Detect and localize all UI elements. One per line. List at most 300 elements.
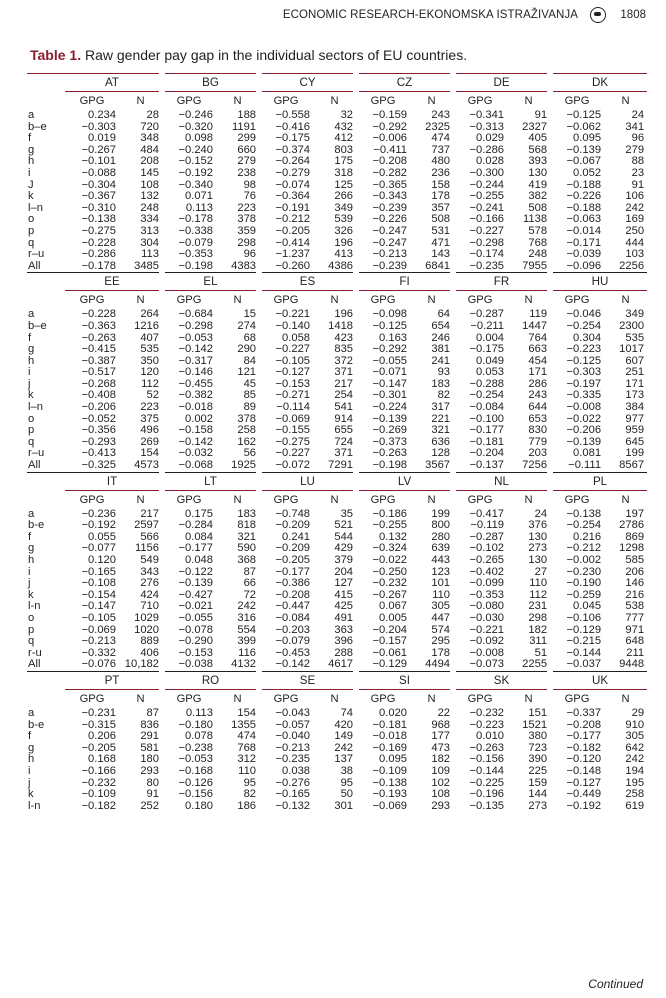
gpg-value: −0.225	[469, 776, 505, 789]
gpg-value: −0.168	[178, 764, 213, 777]
gpg-value: −0.402	[469, 565, 505, 578]
gpg-column-header: GPG	[467, 95, 493, 107]
gpg-value: −0.032	[178, 447, 213, 460]
n-value: 371	[334, 447, 354, 460]
page-number: 1808	[620, 9, 646, 21]
gpg-column-header: GPG	[79, 692, 105, 705]
gpg-value: −0.226	[566, 190, 602, 203]
gpg-value: −0.127	[275, 366, 311, 379]
gpg-value: −0.177	[469, 424, 505, 437]
gpg-value: 0.095	[573, 132, 602, 145]
gpg-value: −0.287	[469, 530, 505, 543]
sector-label: k	[28, 788, 34, 801]
sector-label: o	[28, 611, 35, 624]
country-header: FR	[453, 273, 550, 291]
n-value: 52	[146, 389, 159, 402]
gpg-value: −0.203	[275, 623, 311, 636]
n-value: 171	[528, 366, 548, 379]
n-value: 288	[334, 646, 354, 659]
gpg-value: −0.046	[566, 308, 602, 321]
gpg-value: −0.231	[81, 706, 116, 719]
gpg-column-header: GPG	[370, 493, 396, 506]
n-value: 178	[431, 190, 451, 203]
n-value: 4494	[410, 659, 453, 671]
gpg-value: −0.447	[275, 600, 311, 613]
n-column-header: N	[136, 294, 145, 307]
n-value: 521	[334, 519, 354, 532]
sector-label: g	[28, 741, 35, 754]
sector-label: q	[28, 635, 35, 648]
gpg-value: −0.264	[275, 155, 311, 168]
sector-label: l–n	[28, 401, 43, 414]
gpg-column-header: GPG	[176, 95, 202, 107]
gpg-value: −0.125	[566, 354, 602, 367]
gpg-value: 0.045	[573, 600, 602, 613]
gpg-value: −0.125	[372, 319, 408, 332]
n-value: 146	[625, 577, 645, 590]
n-value: 95	[243, 776, 257, 789]
corner-cell	[27, 92, 65, 111]
gpg-value: −0.263	[81, 331, 116, 344]
sector-label: b-e	[28, 519, 45, 532]
gpg-value: −0.198	[356, 460, 410, 472]
gpg-value: −0.268	[81, 377, 116, 390]
gpg-value: −0.340	[178, 178, 213, 191]
n-value: 32	[340, 109, 354, 121]
n-value: 109	[431, 764, 451, 777]
n-value: 321	[431, 424, 451, 437]
table-row	[27, 754, 647, 766]
gpg-value: −0.364	[275, 190, 311, 203]
gpg-value: −0.254	[469, 389, 505, 402]
n-column-header: N	[524, 95, 533, 107]
n-value: 413	[334, 248, 354, 261]
n-value: 248	[528, 248, 548, 261]
n-value: 378	[237, 213, 257, 226]
n-value: 243	[431, 109, 451, 121]
n-value: 120	[140, 366, 159, 379]
gpg-value: −0.177	[566, 730, 602, 743]
n-value: 1017	[619, 343, 645, 356]
gpg-value: −0.235	[275, 753, 311, 766]
n-value: 4573	[119, 460, 162, 472]
n-value: 293	[431, 799, 451, 812]
n-value: 130	[528, 554, 548, 566]
gpg-value: −0.096	[550, 261, 604, 273]
gpg-value: −0.022	[566, 412, 602, 425]
gpg-value: 0.049	[476, 354, 505, 367]
n-value: 348	[140, 132, 159, 145]
n-value: 568	[528, 143, 548, 156]
n-value: 645	[625, 435, 645, 448]
gpg-value: −0.228	[81, 236, 116, 249]
n-value: 203	[528, 447, 548, 460]
n-value: 27	[534, 565, 548, 578]
gpg-value: −0.165	[81, 565, 116, 578]
n-value: 830	[528, 424, 548, 437]
n-column-header: N	[233, 692, 242, 705]
n-value: 914	[334, 412, 354, 425]
gpg-value: −0.114	[276, 401, 311, 414]
n-value: 186	[237, 799, 257, 812]
sector-label: g	[28, 542, 35, 555]
gpg-column-header: GPG	[79, 493, 105, 506]
gpg-value: −0.022	[372, 554, 408, 566]
n-value: 216	[625, 588, 645, 601]
gpg-column-header: GPG	[370, 95, 396, 107]
gpg-value: −0.156	[469, 753, 505, 766]
gpg-value: −0.417	[469, 507, 505, 520]
gpg-value: −0.208	[372, 155, 408, 168]
gpg-column-header: GPG	[273, 493, 299, 506]
n-value: 535	[625, 331, 645, 344]
gpg-value: −0.212	[275, 213, 311, 226]
gpg-value: 0.028	[476, 155, 505, 168]
gpg-value: −0.102	[469, 542, 505, 555]
gpg-value: −0.084	[275, 611, 311, 624]
gpg-value: −0.324	[372, 542, 408, 555]
n-value: 471	[431, 236, 451, 249]
n-value: 508	[528, 201, 548, 214]
n-value: 2597	[134, 519, 159, 532]
gpg-value: −0.014	[566, 224, 602, 237]
n-value: 581	[140, 741, 159, 754]
n-column-header: N	[427, 294, 436, 307]
n-value: 291	[140, 730, 159, 743]
n-value: 199	[625, 447, 645, 460]
n-value: 4617	[313, 659, 356, 671]
gpg-column-header: GPG	[273, 294, 299, 307]
n-value: 869	[625, 530, 645, 543]
table-caption	[30, 47, 467, 63]
gpg-value: −0.288	[469, 377, 505, 390]
running-header	[0, 6, 650, 28]
gpg-value: −0.144	[566, 646, 602, 659]
n-value: 7291	[313, 460, 356, 472]
n-value: 405	[528, 132, 548, 145]
n-value: 108	[431, 788, 451, 801]
gpg-value: −0.018	[372, 730, 408, 743]
n-value: 119	[529, 308, 548, 321]
gpg-value: −0.260	[259, 261, 313, 273]
gpg-value: −0.197	[566, 377, 602, 390]
gpg-value: −0.247	[372, 236, 408, 249]
corner-cell	[27, 74, 65, 92]
gpg-value: −0.108	[81, 577, 116, 590]
corner-cell	[27, 291, 65, 310]
gpg-value: −0.206	[81, 401, 116, 414]
n-value: 29	[631, 706, 645, 719]
gpg-value: −0.228	[81, 308, 116, 321]
n-value: 169	[625, 213, 645, 226]
n-value: 2786	[619, 519, 645, 532]
n-value: 305	[625, 730, 645, 743]
sector-label: r–u	[28, 248, 45, 261]
gpg-value: −0.140	[275, 319, 311, 332]
table-body	[27, 74, 647, 813]
sector-label: f	[28, 132, 32, 145]
n-value: 8567	[604, 460, 647, 472]
sector-label: k	[28, 190, 34, 203]
n-value: 112	[529, 588, 548, 601]
gpg-value: −0.286	[469, 143, 505, 156]
n-value: 252	[140, 799, 159, 812]
gpg-value: −0.186	[372, 507, 408, 520]
gpg-column-header: GPG	[370, 692, 396, 705]
gpg-value: −0.205	[81, 741, 116, 754]
n-value: 194	[625, 764, 645, 777]
gpg-value: −0.353	[469, 588, 505, 601]
n-value: 177	[431, 730, 451, 743]
n-value: 800	[431, 519, 451, 532]
n-value: 305	[431, 600, 451, 613]
n-column-header: N	[330, 95, 339, 107]
n-value: 183	[431, 377, 451, 390]
gpg-value: −0.213	[275, 741, 311, 754]
n-value: 971	[625, 623, 645, 636]
n-value: 818	[237, 519, 257, 532]
n-value: 127	[334, 577, 354, 590]
gpg-value: −0.079	[178, 236, 213, 249]
n-value: 298	[528, 611, 548, 624]
gpg-value: −0.106	[566, 611, 602, 624]
n-value: 607	[625, 354, 645, 367]
n-value: 299	[237, 132, 257, 145]
n-value: 977	[625, 412, 645, 425]
sector-label: All	[27, 460, 65, 472]
n-value: 269	[140, 435, 159, 448]
gpg-column-header: GPG	[564, 692, 590, 705]
n-value: 211	[626, 646, 645, 659]
gpg-value: −0.076	[65, 659, 119, 671]
n-value: 639	[431, 542, 451, 555]
gpg-value: −0.408	[81, 389, 116, 402]
gpg-value: −0.166	[81, 764, 116, 777]
gpg-value: −0.215	[566, 635, 602, 648]
n-value: 384	[625, 401, 645, 414]
n-value: 217	[140, 507, 159, 520]
gpg-value: −0.267	[81, 143, 116, 156]
n-value: 276	[140, 577, 159, 590]
gpg-value: 0.081	[573, 447, 602, 460]
gpg-value: −0.099	[469, 577, 505, 590]
n-value: 380	[528, 730, 548, 743]
n-value: 22	[437, 706, 451, 719]
gpg-column-header: GPG	[564, 493, 590, 506]
gpg-value: −0.159	[372, 109, 408, 121]
gpg-value: −0.304	[81, 178, 116, 191]
n-value: 110	[529, 577, 548, 590]
gpg-value: −0.008	[469, 646, 505, 659]
n-value: 110	[238, 764, 257, 777]
gpg-value: −0.139	[566, 143, 602, 156]
gpg-value: −0.071	[372, 366, 408, 379]
gpg-value: −0.374	[275, 143, 311, 156]
n-value: 246	[431, 331, 451, 344]
gpg-value: −0.139	[566, 435, 602, 448]
gpg-value: 0.095	[379, 753, 408, 766]
gpg-value: −0.192	[178, 166, 213, 179]
gpg-value: −0.286	[81, 248, 116, 261]
gpg-value: −0.227	[275, 343, 311, 356]
gpg-value: −0.206	[566, 424, 602, 437]
n-value: 531	[431, 224, 451, 237]
gpg-value: 0.120	[88, 554, 116, 566]
sector-label: j	[28, 776, 31, 789]
sector-label: h	[28, 753, 35, 766]
n-value: 84	[243, 354, 257, 367]
gpg-value: −0.282	[372, 166, 408, 179]
gpg-value: −0.240	[178, 143, 213, 156]
gpg-value: −0.213	[81, 635, 116, 648]
n-value: 221	[431, 412, 451, 425]
gpg-value: −0.558	[275, 109, 311, 121]
n-value: 243	[528, 389, 548, 402]
table-caption-label: Table 1.	[30, 47, 82, 63]
gpg-value: 0.234	[88, 109, 116, 121]
n-value: 6841	[410, 261, 453, 273]
n-value: 242	[625, 753, 645, 766]
n-value: 549	[140, 554, 159, 566]
n-value: 425	[334, 600, 354, 613]
gpg-value: −0.298	[469, 236, 505, 249]
n-value: 1418	[328, 319, 354, 332]
gpg-column-header: GPG	[176, 692, 202, 705]
gpg-value: −0.320	[178, 120, 213, 133]
n-value: 443	[431, 554, 451, 566]
corner-cell	[27, 273, 65, 291]
n-value: 143	[431, 248, 451, 261]
n-value: 2300	[619, 319, 645, 332]
gender-pay-gap-table-container	[27, 73, 647, 812]
n-value: 317	[431, 401, 451, 414]
gpg-value: −0.279	[275, 166, 311, 179]
n-value: 7955	[507, 261, 550, 273]
gpg-value: −0.053	[178, 753, 213, 766]
sector-label: p	[28, 224, 35, 237]
country-header: HU	[550, 273, 647, 291]
sector-label: l-n	[28, 799, 41, 812]
n-value: 175	[334, 155, 354, 168]
n-value: 102	[431, 776, 451, 789]
gpg-value: −0.343	[372, 190, 408, 203]
gpg-value: −0.271	[275, 389, 311, 402]
column-subheader-row	[27, 92, 647, 111]
n-value: 1447	[522, 319, 548, 332]
gpg-value: −0.335	[566, 389, 602, 402]
n-value: 473	[431, 741, 451, 754]
gpg-value: −0.052	[81, 412, 116, 425]
gpg-value: −0.129	[356, 659, 410, 671]
gpg-value: −0.292	[372, 343, 408, 356]
n-value: 412	[334, 132, 354, 145]
gpg-value: −0.156	[178, 788, 213, 801]
sector-label: i	[28, 764, 31, 777]
n-value: 24	[534, 507, 548, 520]
n-value: 419	[528, 178, 548, 191]
n-value: 4132	[216, 659, 259, 671]
n-value: 1020	[134, 623, 159, 636]
n-value: 95	[340, 776, 354, 789]
n-value: 407	[140, 331, 159, 344]
n-value: 196	[334, 308, 354, 321]
table-row	[27, 613, 647, 625]
n-value: 7256	[507, 460, 550, 472]
gpg-value: −0.078	[178, 623, 213, 636]
n-value: 382	[528, 190, 548, 203]
country-header-row	[27, 472, 647, 490]
n-value: 64	[437, 308, 451, 321]
gpg-value: 0.055	[88, 530, 116, 543]
n-value: 393	[528, 155, 548, 168]
n-column-header: N	[136, 692, 145, 705]
n-value: 660	[237, 143, 257, 156]
n-value: 290	[237, 343, 257, 356]
gpg-column-header: GPG	[79, 294, 105, 307]
n-value: 644	[528, 401, 548, 414]
n-value: 590	[237, 542, 257, 555]
n-value: 171	[625, 377, 645, 390]
gpg-value: −0.208	[275, 588, 311, 601]
gpg-value: −0.356	[81, 424, 116, 437]
gpg-value: −0.276	[275, 776, 311, 789]
sector-label: k	[28, 389, 34, 402]
gpg-value: −0.190	[566, 577, 602, 590]
n-value: 223	[237, 201, 257, 214]
n-value: 349	[625, 308, 645, 321]
gpg-value: −0.255	[372, 519, 408, 532]
gpg-value: −0.074	[275, 178, 311, 191]
n-value: 106	[625, 190, 645, 203]
n-value: 154	[237, 706, 257, 719]
n-value: 144	[528, 788, 548, 801]
country-header: SI	[356, 671, 453, 689]
n-value: 295	[431, 635, 451, 648]
n-value: 89	[243, 401, 257, 414]
gpg-value: 0.113	[185, 706, 213, 719]
n-value: 764	[528, 331, 548, 344]
n-value: 87	[146, 706, 159, 719]
gpg-value: −0.062	[566, 120, 602, 133]
gpg-value: −0.205	[275, 554, 311, 566]
country-header-row	[27, 273, 647, 291]
table-row	[27, 801, 647, 813]
n-value: 91	[534, 109, 548, 121]
n-value: 723	[528, 741, 548, 754]
gpg-value: 0.084	[185, 530, 213, 543]
n-value: 254	[334, 389, 354, 402]
gpg-value: −0.180	[178, 718, 213, 731]
country-header: PT	[65, 671, 162, 689]
gpg-value: −0.232	[469, 706, 505, 719]
sector-label: q	[28, 236, 35, 249]
table-caption-text: Raw gender pay gap in the individual sectors of EU countries.	[84, 47, 468, 63]
country-header: SK	[453, 671, 550, 689]
country-header: CZ	[356, 74, 453, 92]
gpg-value: −0.413	[81, 447, 116, 460]
n-value: 91	[146, 788, 159, 801]
gpg-value: 0.052	[573, 166, 602, 179]
gpg-value: −0.221	[469, 623, 505, 636]
gpg-value: −0.088	[81, 166, 116, 179]
n-value: 183	[237, 507, 257, 520]
gpg-value: 0.067	[379, 600, 408, 613]
n-value: 1925	[216, 460, 259, 472]
n-value: 35	[340, 507, 354, 520]
gpg-value: −0.230	[566, 565, 602, 578]
gpg-value: −0.174	[469, 248, 505, 261]
n-value: 301	[334, 799, 354, 812]
